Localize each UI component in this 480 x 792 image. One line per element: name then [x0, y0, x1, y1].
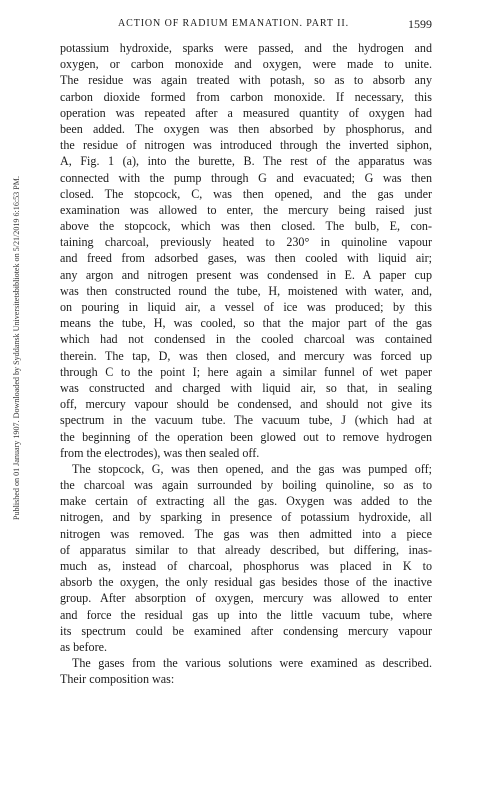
- text-line: make certain of extracting all the gas. Oxygen was added to the: [60, 494, 432, 509]
- text-line: above the stopcock, which was then closed. The bulb, E, con-: [60, 219, 432, 234]
- text-line: on pouring in liquid air, a vessel of ice was produced; by this: [60, 300, 432, 314]
- text-line: closed. The stopcock, C, was then opened, and the gas under: [60, 186, 432, 201]
- text-line: and freed from adsorbed gases, was then cooled with liquid air;: [60, 251, 432, 266]
- download-watermark-text: Published on 01 January 1907. Downloaded by Syddansk Universitetsbibliotek on 5/21/2019 6:16:53 PM.: [12, 176, 21, 520]
- text-line: much as, instead of charcoal, phosphorus was placed in K to: [60, 559, 432, 573]
- text-line: the charcoal was again surrounded by boiling quinoline, so as to: [60, 478, 432, 493]
- text-line: nitrogen, and by sparking in presence of potassium hydroxide, all: [60, 510, 432, 525]
- text-line: means the tube, H, was cooled, so that the major part of the gas: [60, 316, 432, 331]
- text-line: carbon dioxide formed from carbon monoxide. If necessary, this: [60, 89, 432, 104]
- text-line: A, Fig. 1 (a), into the burette, B. The rest of the apparatus was: [60, 154, 432, 169]
- text-line: through C to the point I; here again a similar funnel of wet paper: [60, 364, 432, 379]
- text-line: nitrogen was removed. The gas was then admitted into a piece: [60, 526, 432, 541]
- text-line: absorb the oxygen, the only residual gas besides those of the inactive: [60, 575, 432, 590]
- text-line: the residue of nitrogen was introduced through the inverted siphon,: [60, 138, 432, 153]
- text-line: was then constructed round the tube, H, moistened with water, and,: [60, 283, 432, 298]
- text-line: The residue was again treated with potash, so as to absorb any: [60, 73, 432, 88]
- paragraph-end-line: as before.: [60, 639, 108, 654]
- body-text: [60, 40, 432, 688]
- text-line: spectrum in the vacuum tube. The vacuum tube, J (which had at: [60, 413, 432, 428]
- text-line: any argon and nitrogen present was condensed in E. A paper cup: [60, 267, 432, 282]
- paragraph-end-line: Their composition was:: [60, 672, 175, 687]
- text-line: examination was allowed to enter, the mercury being raised just: [60, 202, 432, 217]
- paragraph-first-line: The stopcock, G, was then opened, and the gas was pumped off;: [72, 461, 432, 476]
- text-line: connected with the pump through G and evacuated; G was then: [60, 170, 432, 185]
- text-line: been added. The oxygen was then absorbed by phosphorus, and: [60, 121, 432, 136]
- page-number: 1599: [408, 17, 432, 31]
- paragraph-first-line: The gases from the various solutions were examined as described.: [72, 656, 432, 671]
- text-line: and force the residual gas up into the little vacuum tube, where: [60, 607, 432, 622]
- text-line: group. After absorption of oxygen, mercury was allowed to enter: [60, 591, 432, 606]
- text-line: oxygen, or carbon monoxide and oxygen, were made to unite.: [60, 57, 432, 72]
- running-head-title: ACTION OF RADIUM EMANATION. PART II.: [118, 18, 349, 29]
- text-line: taining charcoal, previously heated to 230° in quinoline vapour: [60, 235, 432, 250]
- running-head: [60, 18, 432, 34]
- text-line: the beginning of the operation been glowed out to remove hydrogen: [60, 429, 432, 444]
- text-line: which had not condensed in the cooled charcoal was contained: [60, 332, 432, 347]
- text-line: its spectrum could be examined after condensing mercury vapour: [60, 623, 432, 638]
- text-line: operation was repeated after a measured quantity of oxygen had: [60, 105, 432, 120]
- paragraph-end-line: from the electrodes), was then sealed off.: [60, 445, 260, 460]
- text-line: was constructed and charged with liquid air, so that, in sealing: [60, 380, 432, 395]
- text-line: of apparatus similar to that already described, but differing, inas-: [60, 542, 432, 557]
- text-line: potassium hydroxide, sparks were passed, and the hydrogen and: [60, 41, 432, 55]
- text-line: therein. The tap, D, was then closed, and mercury was forced up: [60, 348, 432, 363]
- text-line: off, mercury vapour should be condensed, and should not give its: [60, 397, 432, 412]
- download-watermark: [1, 40, 21, 520]
